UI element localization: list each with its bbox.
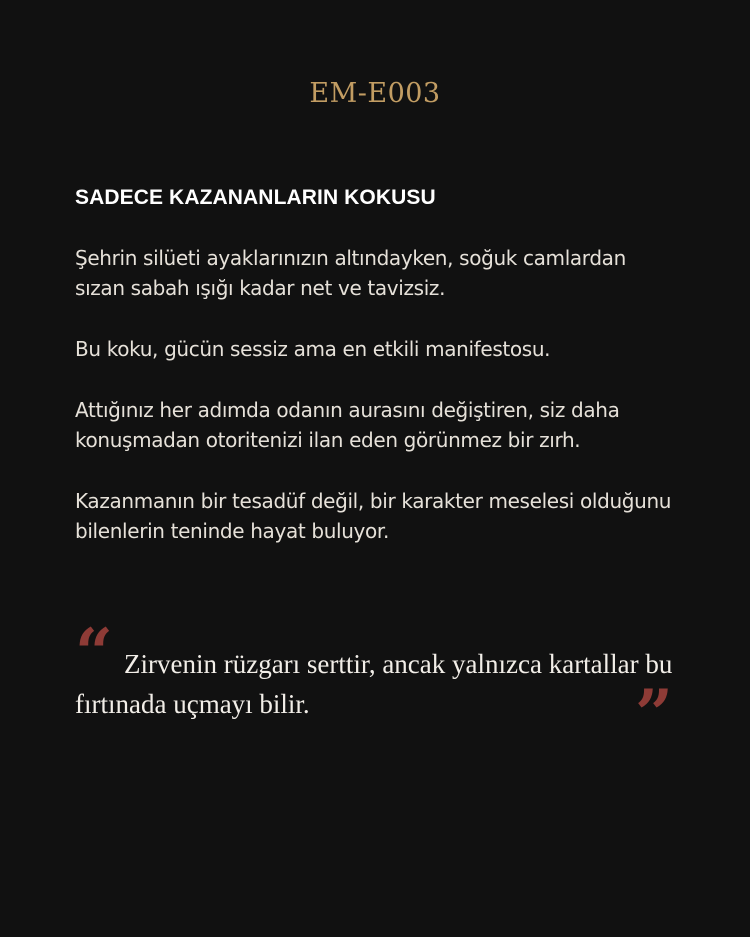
description-block xyxy=(75,183,675,577)
section-title: SADECE KAZANANLARIN KOKUSU xyxy=(75,186,436,209)
paragraph-4: Kazanmanın bir tesadüf değil, bir karakter meselesi olduğunu bilenlerin teninde hayat buluyor. xyxy=(75,489,672,543)
close-quote-icon: ” xyxy=(635,675,673,753)
paragraph-1: Şehrin silüeti ayaklarınızın altındayken, soğuk camlardan sızan sabah ışığı kadar net ve tavizsiz. xyxy=(75,246,626,300)
open-quote-icon: “ xyxy=(75,614,113,692)
quote-block xyxy=(75,614,675,753)
paragraph-2: Bu koku, gücün sessiz ama en etkili manifestosu. xyxy=(75,337,551,361)
product-code: EM-E003 xyxy=(309,78,441,109)
paragraph-3: Attığınız her adımda odanın aurasını değiştiren, siz daha konuşmadan otoritenizi ilan eden görünmez bir zırh. xyxy=(75,398,620,452)
quote-text: Zirvenin rüzgarı serttir, ancak yalnızca kartallar bu fırtınada uçmayı bilir. xyxy=(75,649,673,719)
